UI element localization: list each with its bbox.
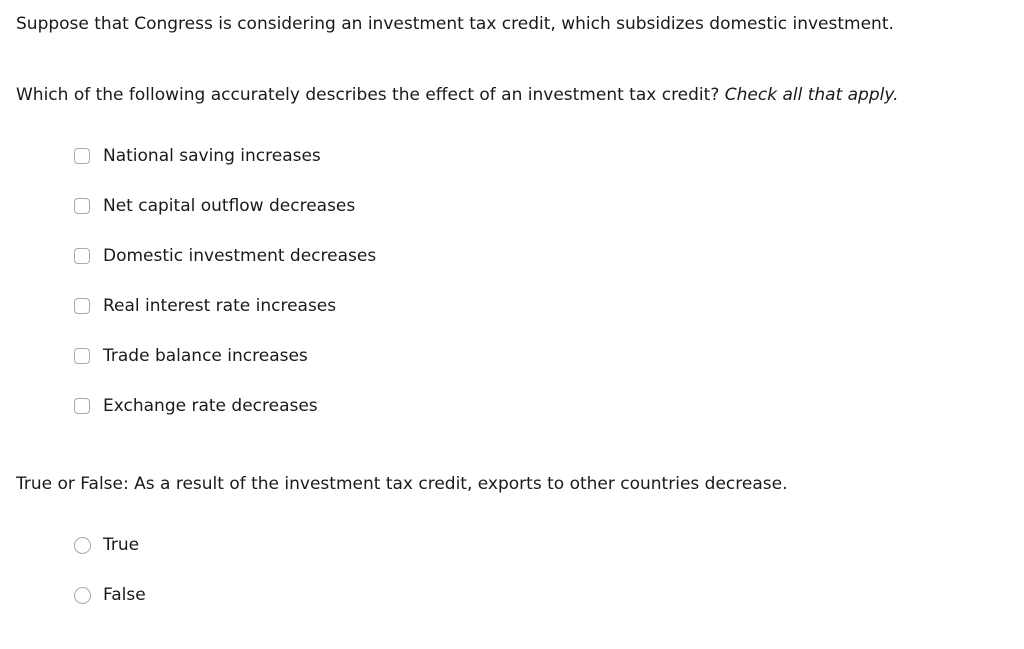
option-false[interactable] (74, 584, 146, 606)
question-1-text: Which of the following accurately describes the effect of an investment tax credit? (16, 85, 725, 105)
radio-button[interactable] (74, 537, 91, 554)
question-2-text: True or False: As a result of the investment tax credit, exports to other countries decrease. (16, 474, 788, 494)
radio-button[interactable] (74, 587, 91, 604)
checkbox[interactable] (74, 198, 90, 214)
option-label: Domestic investment decreases (103, 246, 377, 266)
option-real-interest-rate-increases[interactable] (74, 295, 336, 317)
checkbox[interactable] (74, 298, 90, 314)
option-label: False (103, 585, 146, 605)
option-label: True (103, 535, 140, 555)
checkbox[interactable] (74, 248, 90, 264)
option-true[interactable] (74, 534, 139, 556)
checkbox[interactable] (74, 348, 90, 364)
option-domestic-investment-decreases[interactable] (74, 245, 376, 267)
option-national-saving-increases[interactable] (74, 145, 321, 167)
option-exchange-rate-decreases[interactable] (74, 395, 318, 417)
option-label: Trade balance increases (103, 346, 308, 366)
option-label: National saving increases (103, 146, 321, 166)
checkbox[interactable] (74, 398, 90, 414)
intro-text: Suppose that Congress is considering an investment tax credit, which subsidizes domestic investment. (16, 14, 894, 34)
question-1-prompt (16, 84, 899, 106)
option-label: Exchange rate decreases (103, 396, 318, 416)
question-1-instruction: Check all that apply. (724, 85, 899, 105)
option-trade-balance-increases[interactable] (74, 345, 308, 367)
option-net-capital-outflow-decreases[interactable] (74, 195, 355, 217)
option-label: Net capital outflow decreases (103, 196, 356, 216)
option-label: Real interest rate increases (103, 296, 337, 316)
checkbox[interactable] (74, 148, 90, 164)
